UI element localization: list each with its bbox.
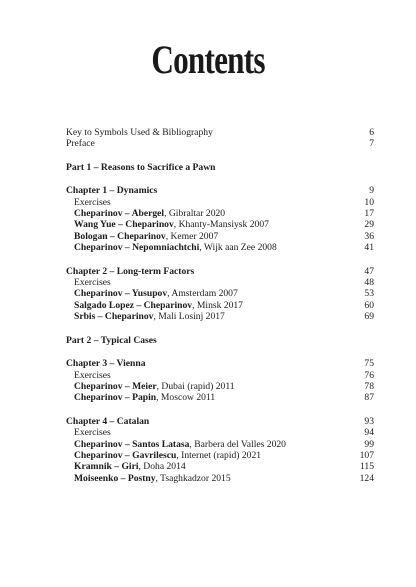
page-number: 7 [369,138,374,150]
game-entry[interactable]: Cheparinov – Nepomniachtchi, Wijk aan Zee 2008 41 [74,242,374,254]
game-entry[interactable]: Srbis – Cheparinov, Mali Losinj 2017 69 [74,311,374,323]
exercises-entry[interactable]: Exercises 48 [74,277,374,289]
game-entry[interactable]: Cheparinov – Yusupov, Amsterdam 2007 53 [74,288,374,300]
toc-entry[interactable] [66,127,374,138]
exercises-entry[interactable]: Exercises 10 [74,196,374,208]
game-entry[interactable]: Moiseenko – Postny, Tsaghkadzor 2015 124 [74,472,374,484]
game-entry[interactable]: Cheparinov – Meier, Dubai (rapid) 2011 78 [74,380,374,392]
chapter-heading[interactable]: Chapter 4 – Catalan 93 [66,415,374,427]
game-entry[interactable]: Cheparinov – Papin, Moscow 2011 87 [74,392,374,404]
game-entry[interactable]: Cheparinov – Santos Latasa, Barbera del Valles 2020 99 [74,438,374,450]
exercises-entry[interactable]: Exercises 94 [74,427,374,439]
chapter-heading[interactable]: Chapter 3 – Vienna 75 [66,358,374,370]
game-entry[interactable]: Kramnik – Giri, Doha 2014 115 [74,461,374,473]
game-entry[interactable]: Cheparinov – Gavrilescu, Internet (rapid) 2021 107 [74,449,374,461]
chapter-heading[interactable]: Chapter 2 – Long-term Factors 47 [66,265,374,277]
game-entry[interactable]: Salgado Lopez – Cheparinov, Minsk 2017 60 [74,299,374,311]
entry-label: Key to Symbols Used & Bibliography [66,127,213,138]
entry-label: Preface [66,138,95,150]
game-entry[interactable]: Cheparinov – Abergel, Gibraltar 2020 17 [74,208,374,220]
page-title: Contents [151,37,265,82]
exercises-entry[interactable]: Exercises 76 [74,369,374,381]
game-entry[interactable]: Wang Yue – Cheparinov, Khanty-Mansiysk 2007 29 [74,219,374,231]
table-of-contents [66,127,374,484]
game-entry[interactable]: Bologan – Cheparinov, Kemer 2007 36 [74,230,374,242]
toc-entry[interactable] [66,138,374,149]
part-heading: Part 1 – Reasons to Sacrifice a Pawn [66,161,216,173]
chapter-heading[interactable]: Chapter 1 – Dynamics 9 [66,185,374,197]
part-heading: Part 2 – Typical Cases [66,334,157,346]
page-number: 6 [369,127,374,138]
